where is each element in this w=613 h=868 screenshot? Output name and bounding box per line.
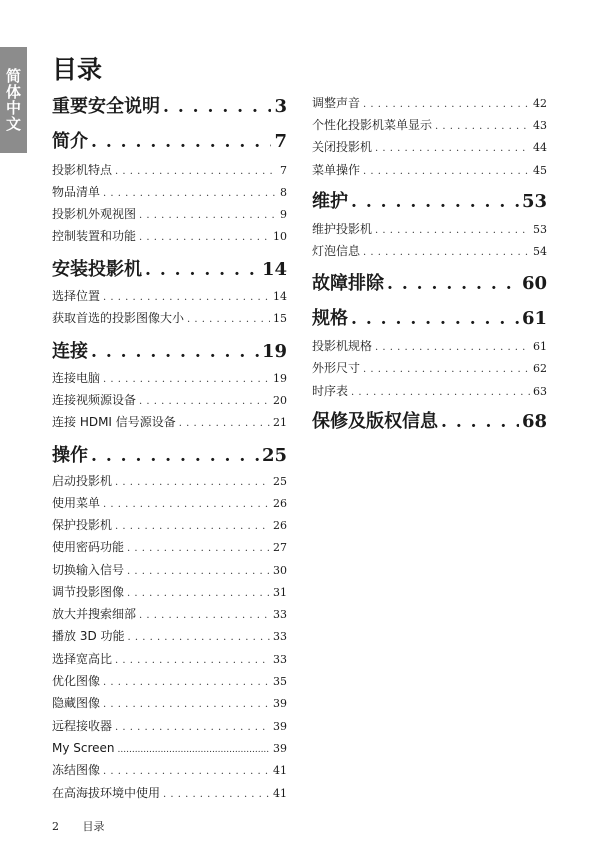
toc-page-number: 19 bbox=[273, 372, 287, 385]
toc-page-number: 35 bbox=[273, 675, 287, 688]
toc-section-entry[interactable] bbox=[312, 408, 547, 436]
toc-entry[interactable] bbox=[52, 368, 287, 388]
toc-entry[interactable] bbox=[52, 390, 287, 410]
toc-leader-dots bbox=[103, 762, 270, 782]
toc-entry-title: 时序表 bbox=[312, 384, 349, 398]
toc-page-number: 39 bbox=[273, 742, 287, 755]
toc-entry-title: 保修及版权信息 bbox=[312, 411, 438, 432]
toc-page-number: 33 bbox=[273, 653, 287, 666]
toc-entry-title: 重要安全说明 bbox=[52, 96, 160, 117]
toc-leader-dots bbox=[363, 243, 530, 263]
toc-page-number: 39 bbox=[273, 720, 287, 733]
toc-entry-title: 规格 bbox=[312, 308, 348, 329]
toc-entry[interactable] bbox=[52, 649, 287, 669]
toc-leader-dots bbox=[179, 414, 270, 434]
toc-leader-dots bbox=[118, 740, 270, 760]
toc-entry[interactable] bbox=[52, 493, 287, 513]
toc-page-number: 10 bbox=[273, 230, 287, 243]
toc-leader-dots bbox=[103, 695, 270, 715]
toc-leader-dots bbox=[103, 288, 270, 308]
toc-leader-dots bbox=[139, 392, 270, 412]
toc-page-number: 62 bbox=[533, 362, 547, 375]
toc-entry[interactable] bbox=[312, 93, 547, 113]
toc-entry-title: 调节投影图像 bbox=[52, 585, 125, 599]
toc-page-number: 19 bbox=[261, 341, 287, 362]
footer-page-number: 2 bbox=[52, 820, 59, 833]
toc-leader-dots bbox=[127, 584, 270, 604]
toc-entry-title: 外形尺寸 bbox=[312, 361, 361, 375]
toc-page-number: 43 bbox=[533, 119, 547, 132]
toc-entry[interactable] bbox=[52, 560, 287, 580]
toc-entry-title: 使用密码功能 bbox=[52, 540, 125, 554]
toc-entry[interactable] bbox=[52, 204, 287, 224]
toc-entry-title: 调整声音 bbox=[312, 96, 361, 110]
toc-entry[interactable] bbox=[312, 137, 547, 157]
toc-entry-title: 使用菜单 bbox=[52, 496, 101, 510]
toc-leader-dots bbox=[163, 785, 270, 805]
toc-entry[interactable] bbox=[52, 582, 287, 602]
toc-leader-dots bbox=[127, 539, 270, 559]
toc-page-number: 44 bbox=[533, 141, 547, 154]
toc-entry[interactable] bbox=[52, 604, 287, 624]
toc-entry-title: 冻结图像 bbox=[52, 763, 101, 777]
toc-page-number: 7 bbox=[274, 131, 287, 152]
toc-entry[interactable] bbox=[52, 537, 287, 557]
toc-entry-title: 灯泡信息 bbox=[312, 244, 361, 258]
toc-entry-title: 放大并搜索细部 bbox=[52, 607, 137, 621]
toc-entry-title: 保护投影机 bbox=[52, 518, 113, 532]
toc-entry-title: 物品清单 bbox=[52, 185, 101, 199]
toc-entry[interactable] bbox=[312, 241, 547, 261]
toc-leader-dots bbox=[435, 117, 530, 137]
toc-leader-dots bbox=[375, 221, 530, 241]
toc-entry[interactable] bbox=[52, 515, 287, 535]
toc-page-number: 27 bbox=[273, 541, 287, 554]
toc-entry[interactable] bbox=[52, 783, 287, 803]
toc-page-number: 41 bbox=[273, 764, 287, 777]
toc-entry[interactable] bbox=[52, 286, 287, 306]
toc-entry[interactable] bbox=[52, 716, 287, 736]
language-tab-label: 简体中文 bbox=[4, 68, 22, 132]
language-tab bbox=[0, 47, 27, 153]
toc-entry-title: 播放 3D 功能 bbox=[52, 629, 125, 643]
toc-entry-title: 关闭投影机 bbox=[312, 140, 373, 154]
toc-page-number: 15 bbox=[273, 312, 287, 325]
page-title: 目录 bbox=[52, 55, 103, 84]
toc-entry[interactable] bbox=[52, 693, 287, 713]
toc-entry-title: 投影机规格 bbox=[312, 339, 373, 353]
toc-page-number: 61 bbox=[521, 308, 547, 329]
toc-page-number: 14 bbox=[273, 290, 287, 303]
toc-page-number: 9 bbox=[280, 208, 287, 221]
toc-entry[interactable] bbox=[312, 219, 547, 239]
toc-section-entry[interactable] bbox=[52, 256, 287, 284]
page-footer bbox=[52, 818, 105, 834]
toc-entry-title: 选择位置 bbox=[52, 289, 101, 303]
toc-leader-dots bbox=[351, 383, 530, 403]
toc-entry-title: 故障排除 bbox=[312, 273, 384, 294]
toc-page-number: 20 bbox=[273, 394, 287, 407]
toc-leader-dots bbox=[351, 305, 519, 333]
toc-section-entry[interactable] bbox=[52, 128, 287, 156]
toc-entry-title: 切换输入信号 bbox=[52, 563, 125, 577]
toc-entry-title: 在高海拔环境中使用 bbox=[52, 786, 161, 800]
toc-entry-title: My Screen bbox=[52, 741, 115, 755]
toc-entry[interactable] bbox=[312, 381, 547, 401]
toc-page-number: 26 bbox=[273, 519, 287, 532]
toc-leader-dots bbox=[115, 718, 270, 738]
toc-entry-title: 维护 bbox=[312, 191, 348, 212]
toc-leader-dots bbox=[103, 673, 270, 693]
toc-entry-title: 连接电脑 bbox=[52, 371, 101, 385]
toc-entry-title: 获取首选的投影图像大小 bbox=[52, 311, 185, 325]
toc-page-number: 63 bbox=[533, 385, 547, 398]
toc-entry-title: 投影机外观视图 bbox=[52, 207, 137, 221]
toc-entry-title: 简介 bbox=[52, 131, 88, 152]
toc-page-number: 26 bbox=[273, 497, 287, 510]
toc-leader-dots bbox=[103, 495, 270, 515]
toc-entry-title: 连接视频源设备 bbox=[52, 393, 137, 407]
toc-leader-dots bbox=[115, 473, 270, 493]
toc-entry[interactable] bbox=[312, 358, 547, 378]
toc-page-number: 68 bbox=[521, 411, 547, 432]
toc-leader-dots bbox=[363, 95, 530, 115]
toc-section-entry[interactable] bbox=[52, 338, 287, 366]
toc-entry[interactable] bbox=[52, 412, 287, 432]
toc-section-entry[interactable] bbox=[52, 442, 287, 470]
toc-leader-dots bbox=[145, 256, 259, 284]
toc-section-entry[interactable] bbox=[52, 93, 287, 121]
toc-leader-dots bbox=[351, 188, 519, 216]
toc-entry-title: 远程接收器 bbox=[52, 719, 113, 733]
toc-section-entry[interactable] bbox=[312, 270, 547, 298]
toc-section-entry[interactable] bbox=[312, 188, 547, 216]
toc-leader-dots bbox=[441, 408, 519, 436]
toc-page-number: 42 bbox=[533, 97, 547, 110]
toc-leader-dots bbox=[127, 562, 270, 582]
toc-entry-title: 操作 bbox=[52, 445, 88, 466]
toc-page-number: 45 bbox=[533, 164, 547, 177]
footer-label: 目录 bbox=[82, 820, 105, 833]
toc-entry-title: 连接 HDMI 信号源设备 bbox=[52, 415, 176, 429]
toc-leader-dots bbox=[187, 310, 270, 330]
toc-entry-title: 投影机特点 bbox=[52, 163, 113, 177]
toc-entry-title: 菜单操作 bbox=[312, 163, 361, 177]
toc-entry-title: 安装投影机 bbox=[52, 259, 142, 280]
toc-entry-title: 控制装置和功能 bbox=[52, 229, 137, 243]
toc-entry-title: 启动投影机 bbox=[52, 474, 113, 488]
toc-leader-dots bbox=[128, 628, 270, 648]
toc-leader-dots bbox=[103, 370, 270, 390]
toc-entry-title: 优化图像 bbox=[52, 674, 101, 688]
toc-leader-dots bbox=[363, 162, 530, 182]
toc-entry[interactable] bbox=[52, 160, 287, 180]
toc-leader-dots bbox=[163, 93, 271, 121]
toc-entry-title: 选择宽高比 bbox=[52, 652, 113, 666]
toc-leader-dots bbox=[363, 360, 530, 380]
toc-page-number: 31 bbox=[273, 586, 287, 599]
toc-entry[interactable] bbox=[52, 226, 287, 246]
toc-entry[interactable] bbox=[312, 336, 547, 356]
toc-page-number: 21 bbox=[273, 416, 287, 429]
toc-page-number: 30 bbox=[273, 564, 287, 577]
toc-entry[interactable] bbox=[52, 308, 287, 328]
toc-entry-title: 连接 bbox=[52, 341, 88, 362]
toc-page-number: 33 bbox=[273, 630, 287, 643]
toc-page-number: 14 bbox=[261, 259, 287, 280]
toc-leader-dots bbox=[115, 162, 277, 182]
toc-leader-dots bbox=[115, 517, 270, 537]
toc-leader-dots bbox=[103, 184, 277, 204]
toc-entry[interactable] bbox=[52, 671, 287, 691]
toc-entry[interactable] bbox=[312, 160, 547, 180]
toc-leader-dots bbox=[115, 651, 270, 671]
toc-leader-dots bbox=[91, 128, 271, 156]
toc-entry-title: 隐藏图像 bbox=[52, 696, 101, 710]
toc-leader-dots bbox=[387, 270, 519, 298]
toc-page-number: 25 bbox=[261, 445, 287, 466]
toc-entry[interactable] bbox=[52, 738, 287, 758]
toc-leader-dots bbox=[375, 338, 530, 358]
toc-page-number: 60 bbox=[521, 273, 547, 294]
toc-leader-dots bbox=[91, 338, 259, 366]
toc-leader-dots bbox=[91, 442, 259, 470]
toc-page-number: 61 bbox=[533, 340, 547, 353]
toc-leader-dots bbox=[375, 139, 530, 159]
toc-entry[interactable] bbox=[312, 115, 547, 135]
toc-leader-dots bbox=[139, 606, 270, 626]
toc-entry[interactable] bbox=[52, 182, 287, 202]
toc-page-number: 33 bbox=[273, 608, 287, 621]
toc-page-number: 8 bbox=[280, 186, 287, 199]
toc-page-number: 7 bbox=[280, 164, 287, 177]
toc-page-number: 53 bbox=[533, 223, 547, 236]
toc-entry[interactable] bbox=[52, 760, 287, 780]
toc-leader-dots bbox=[139, 206, 277, 226]
toc-entry[interactable] bbox=[52, 471, 287, 491]
toc-section-entry[interactable] bbox=[312, 305, 547, 333]
toc-entry[interactable] bbox=[52, 626, 287, 646]
toc-entry-title: 个性化投影机菜单显示 bbox=[312, 118, 433, 132]
toc-page-number: 25 bbox=[273, 475, 287, 488]
toc-entry-title: 维护投影机 bbox=[312, 222, 373, 236]
toc-page-number: 54 bbox=[533, 245, 547, 258]
toc-page-number: 3 bbox=[274, 96, 287, 117]
toc-page-number: 39 bbox=[273, 697, 287, 710]
toc-leader-dots bbox=[139, 228, 270, 248]
toc-page-number: 41 bbox=[273, 787, 287, 800]
toc-page-number: 53 bbox=[521, 191, 547, 212]
